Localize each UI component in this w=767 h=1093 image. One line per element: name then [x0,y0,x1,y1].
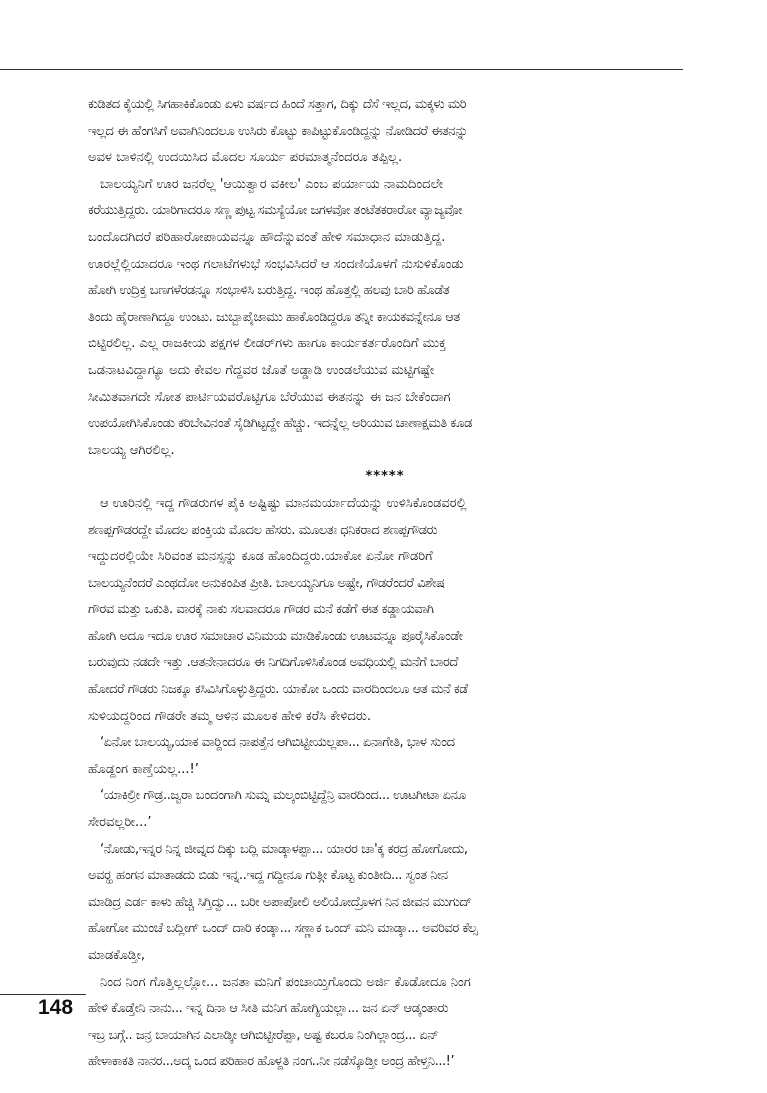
dialogue-line: ಅವರ್‍ಹ ಹಂಗನ ಮಾತಾಡದು ಬಿಡು ಇನ್ನ..ಇದ್ದ ಗದ್ದೀನೂ ಗುತ್ಗೀ ಕೊಟ್ಟ ಕುಂತೀದಿ... ಸ್ವಂತ ನೀನ [88,868,448,884]
text-line: ಒಡನಾಟವಿದ್ದಾಗ್ಯೂ ಅದು ಕೇವಲ ಗೆದ್ದವರ ಜೊತೆ ಅಡ್ಡಾಡಿ ಉಂಡಲೆಯುವ ಮಟ್ಟಿಗಷ್ಟೇ [88,362,435,378]
section-separator: ***** [365,469,405,485]
dialogue-line: ನಿಂದ ನಿಂಗ ಗೊತ್ತಿಲ್ಲಲ್ಲೋ... ಜನತಾ ಮನಿಗೆ ಪಂಚಾಯ್ತಿಗೊಂದು ಅರ್ಜಿ ಕೊಡೋದೂ ನಿಂಗ [100,974,471,990]
text-line: ಹೋಗಿ ಅದೂ ಇದೂ ಊರ ಸಮಾಚಾರ ವಿನಿಮಯ ಮಾಡಿಕೊಂಡು ಊಟವನ್ನೂ ಪೂರೈಸಿಕೊಂಡೇ [88,628,463,644]
dialogue-line: ಸೇರವಲ್ಲರೀ...’ [88,815,152,831]
text-line: ಬರುವುದು ನಡದೇ ಇತ್ತು .ಆತನೇನಾದರೂ ಈ ನಿಗದಿಗೊಳಿಸಿಕೊಂಡ ಅವಧಿಯಲ್ಲಿ ಮನೆಗೆ ಬಾರದೆ [88,655,458,671]
text-line: ಶಣಪ್ಪಗೌಡರದ್ದೇ ಮೊದಲ ಪಂಕ್ತಿಯ ಮೊದಲ ಹೆಸರು. ಮೂಲತಃ ಧನಿಕರಾದ ಶಣಪ್ಪಗೌಡರು [88,522,438,538]
text-line: ಬಂದೊದಗಿದರೆ ಪರಿಹಾರೋಪಾಯವನ್ನೂ ಹೌದೆನ್ನುವಂತೆ ಹೇಳಿ ಸಮಾಧಾನ ಮಾಡುತ್ತಿದ್ದ. [88,229,446,245]
text-line: ಊರಲ್ಲೆಲ್ಲಿಯಾದರೂ ಇಂಥ ಗಲಾಟೆಗಳುಭೆ ಸಂಭವಿಸಿದರೆ ಆ ಸಂದಣಿಯೊಳಗೆ ನುಸುಳಿಕೊಂಡು [88,256,464,272]
dialogue-line: ಹೇಳಾಕಾಕತಿ ನಾನರ...ಅದ್ಕ ಒಂದ ಪರಿಹಾರ ಹೊಳ್ದತಿ ನಂಗ..ನೀ ನಡೆಸ್ಕೊಡ್ತೀ ಅಂದ್ರ ಹೇಳ್ತನಿ...!’ [88,1054,455,1070]
dialogue-line: ಹೋಗೋ ಮುಂಚೆ ಬದ್ಲೀಗ್ ಒಂದ್ ದಾರಿ ಕಂಡ್ಕಾ... ಸಣ್ಣಾಕ ಒಂದ್ ಮನಿ ಮಾಡ್ಕಾ... ಅವರಿವರ ಕೆಲ್ಸ [88,921,478,937]
text-line: ಇದ್ದುದರಲ್ಲಿಯೇ ಸಿರಿವಂತ ಮನಸ್ಸನ್ನು ಕೂಡ ಹೊಂದಿದ್ದರು.ಯಾಕೋ ಏನೋ ಗೌಡರಿಗೆ [88,549,433,565]
text-line: ಕುಡಿತದ ಕೈಯಲ್ಲಿ ಸಿಗಹಾಕಿಕೊಂಡು ಏಳು ವರ್ಷದ ಹಿಂದೆ ಸತ್ತಾಗ, ದಿಕ್ಕು ದೆಸೆ ಇಲ್ಲದ, ಮಕ್ಕಳು ಮರಿ [88,97,467,112]
text-line: ಸೀಮಿತವಾಗದೇ ಸೋತ ಪಾರ್ಟಿಯವರೊಟ್ಟಿಗೂ ಬೆರೆಯುವ ಈತನನ್ನು ಈ ಜನ ಬೇಕೆಂದಾಗ [88,389,451,405]
text-line: ಉಪಯೋಗಿಸಿಕೊಂಡು ಕರಿಬೇವಿನಂತೆ ಸೈಡಿಗಿಟ್ಟದ್ದೇ ಹೆಚ್ಚು. ಇದನ್ನೆಲ್ಲ ಅರಿಯುವ ಚಾಣಾಕ್ಷಮತಿ ಕೂಡ [88,416,472,432]
text-line: ಗೌರವ ಮತ್ತು ಒಕುತಿ. ವಾರಕ್ಕೆ ನಾಕು ಸಲವಾದರೂ ಗೌಡರ ಮನೆ ಕಡೆಗೆ ಈತ ಕಡ್ಡಾಯವಾಗಿ [88,602,434,618]
text-line: ಅವಳ ಬಾಳಿನಲ್ಲಿ ಉದಯಿಸಿದ ಮೊದಲ ಸೂರ್ಯ ಪರಮಾತ್ಮನೆಂದರೂ ತಪ್ಪಿಲ್ಲ. [88,150,403,166]
text-line: ಇಲ್ಲದ ಈ ಹೆಂಗಸಿಗೆ ಅವಾಗಿನಿಂದಲೂ ಉಸಿರು ಕೊಟ್ಟು ಕಾಪಿಟ್ಟುಕೊಂಡಿದ್ದನ್ನು ನೋಡಿದರೆ ಈತನನ್ನು [88,123,468,139]
top-divider-line [0,69,683,70]
text-line: ಬಾಲಯ್ಯ ಆಗಿರಲಿಲ್ಲ. [88,442,175,458]
text-line: ಬಾಲಯ್ಯನಿಗೆ ಊರ ಜನರೆಲ್ಲ 'ಆಯಿತ್ವಾರ ವಕೀಲ' ಎಂಬ ಪರ್ಯಾಯ ನಾಮದಿಂದಲೇ [100,176,444,192]
text-line: ಹೋದರೆ ಗೌಡರು ನಿಜಕ್ಕೂ ಕಸಿವಿಸಿಗೊಳ್ಳುತ್ತಿದ್ದರು. ಯಾಕೋ ಒಂದು ವಾರದಿಂದಲೂ ಆತ ಮನೆ ಕಡೆ [88,682,468,698]
dialogue-line: ‘ನೋಡು,ಇನ್ನರ ನಿನ್ನ ಜೀವ್ನದ ದಿಕ್ಕು ಬದ್ಲಿ ಮಾಡ್ಕಾಳಪ್ಪಾ... ಯಾರರ ಚಾ'ಕ್ಕ ಕರದ್ರ ಹೋಗೋದು, [100,841,468,857]
text-line: ತಿಂದು ಹೈರಾಣಾಗಿದ್ದೂ ಉಂಟು. ಜುಬ್ಬಾಪೈಜಾಮು ಹಾಕೊಂಡಿದ್ದರೂ ತನ್ನೀ ಕಾಯಕವನ್ನೇನೂ ಆತ [88,309,460,325]
dialogue-line: ‘ಯಾಕಿಲ್ರೀ ಗೌಡ್ರ..ಜ್ವರಾ ಬಂದಂಗಾಗಿ ಸುಮ್ನ ಮಲ್ಕಂಬಿಟ್ಟಿದ್ದೆನ್ರಿ ವಾರದಿಂದ... ಊಟಗೀಟಾ ಏನೂ [100,788,466,804]
text-line: ಬಾಲಯ್ಯನೆಂದರೆ ಎಂಥದೋ ಅನುಕಂಪಿತ ಪ್ರೀತಿ. ಬಾಲಯ್ಯನಿಗೂ ಅಷ್ಟೇ, ಗೌಡರೆಂದರೆ ವಿಶೇಷ [88,575,445,591]
dialogue-line: ‘ಏನೋ ಬಾಲಯ್ಯ,ಯಾಕ ವಾರ್‍ದಿಂದ ನಾಪತ್ತೆನ ಆಗಿಬಿಟ್ಟೀಯಲ್ಲಪಾ... ಏನಾಗೇತಿ, ಭಾಳ ಸುಂದ [100,735,455,751]
dialogue-line: ಮಾಡಕೊಡ್ತೀ, [88,948,146,963]
dialogue-line: ಮಾಡಿದ್ರ ಎರ್ಡ ಕಾಳು ಹೆಚ್ಚಿ ಸಿಗ್ತಿದ್ವು... ಬರೀ ಅಪಾಪೋಲಿ ಅಲಿಯೋದ್ರೊಳಗ ನಿನ ಜೀವನ ಮುಗುದ್ [88,894,472,910]
text-line: ಸುಳಿಯದ್ದರಿಂದ ಗೌಡರೇ ತಮ್ಮ ಆಳಿನ ಮೂಲಕ ಹೇಳಿ ಕರೆಸಿ ಕೇಳಿದರು. [88,708,371,724]
page-number: 148 [38,996,74,1019]
text-line: ಹೋಗಿ ಉದ್ರಿಕ್ತ ಬಣಗಳೆರಡನ್ನೂ ಸಂಭಾಳಿಸಿ ಬರುತ್ತಿದ್ದ. ಇಂಥ ಹೊತ್ತಲ್ಲಿ ಹಲವು ಬಾರಿ ಹೊಡೆತ [88,283,450,299]
dialogue-line: ಇಬ್ರ ಬಗ್ಗೆ.. ಜನ್ರ ಬಾಯಾಗಿನ ಎಲಾಡ್ಕೀ ಆಗಿಬಿಟ್ಟೀರೆಪ್ಪಾ, ಅಷ್ಟ ಕಬರೂ ನಿಂಗಿಲ್ಲಾಂದ್ರ... ಏನ್ [88,1027,439,1043]
dialogue-line: ಹೇಳಿ ಕೊಡ್ತೇನಿ ನಾನು... ಇನ್ನ ದಿನಾ ಆ ಸೀತಿ ಮನಿಗ ಹೋಗ್ಯಿಯಲ್ಲಾ... ಜನ ಏನ್ ಆಡ್ಕಂತಾರು [88,1001,449,1017]
dialogue-line: ಹೊಡ್ದಂಗ ಕಾಣ್ತೆಯಲ್ಲ...!’ [88,761,199,777]
page-body-text [88,92,682,1076]
text-line: ಆ ಊರಿನಲ್ಲಿ ಇದ್ದ ಗೌಡರುಗಳ ಪೈಕಿ ಅಷ್ಟಿಷ್ಟು ಮಾನಮರ್ಯಾದೆಯನ್ನು ಉಳಿಸಿಕೊಂಡವರಲ್ಲಿ [100,495,467,511]
text-line: ಕರೆಯುತ್ತಿದ್ದರು. ಯಾರಿಗಾದರೂ ಸಣ್ಣ ಪುಟ್ಟ ಸಮಸ್ಯೆಯೋ ಜಗಳವೋ ತಂಟೆತಕರಾರೋ ವ್ಯಾಜ್ಯವೋ [88,203,462,219]
text-line: ಬಿಟ್ಟಿರಲಿಲ್ಲ. ಎಲ್ಲ ರಾಜಕೀಯ ಪಕ್ಷಗಳ ಲೀಡರ್‌ಗಳು ಹಾಗೂ ಕಾರ್ಯಕರ್ತರೊಂದಿಗೆ ಮುಕ್ತ [88,336,447,352]
